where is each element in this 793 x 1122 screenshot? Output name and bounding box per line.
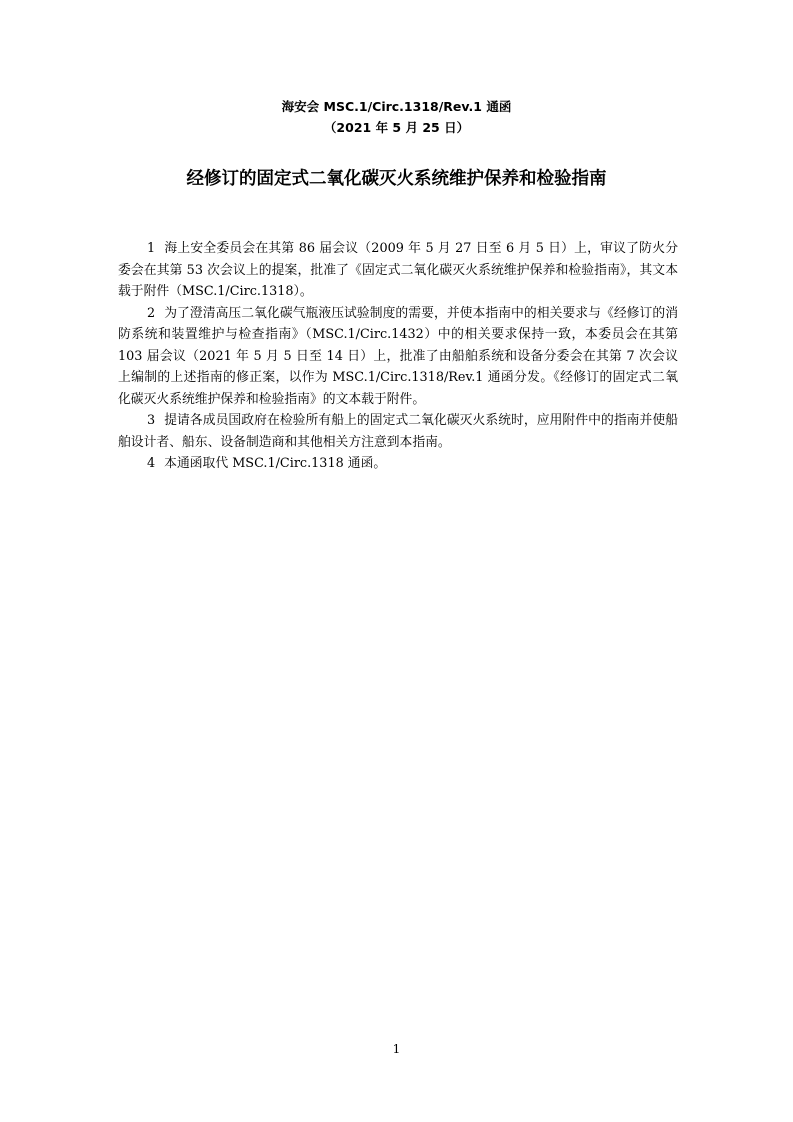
document-header [0, 96, 793, 138]
document-body [118, 238, 678, 475]
paragraph-number: 4 [147, 456, 156, 471]
paragraph-text: 提请各成员国政府在检验所有船上的固定式二氧化碳灭火系统时，应用附件中的指南并使船舶设计者、船东、设备制造商和其他相关方注意到本指南。 [118, 413, 678, 450]
circular-reference: 海安会 MSC.1/Circ.1318/Rev.1 通函 [281, 99, 512, 114]
paragraph-text: 海上安全委员会在其第 86 届会议（2009 年 5 月 27 日至 6 月 5 日）上，审议了防火分委会在其第 53 次会议上的提案，批准了《固定式二氧化碳灭火系统维护保养和检验指南》，其文本载于附件（MSC.1/Circ.1318）。 [118, 241, 678, 299]
paragraph-4 [118, 453, 678, 475]
paragraph-3 [118, 410, 678, 453]
paragraph-2 [118, 303, 678, 411]
paragraph-text: 本通函取代 MSC.1/Circ.1318 通函。 [164, 456, 387, 471]
paragraph-1 [118, 238, 678, 303]
paragraph-number: 2 [147, 305, 156, 321]
paragraph-text: 为了澄清高压二氧化碳气瓶液压试验制度的需要，并使本指南中的相关要求与《经修订的消防系统和装置维护与检查指南》（MSC.1/Circ.1432）中的相关要求保持一致，本委员会在其第 103 届会议（2021 年 5 月 5 日至 14 日）上，批准了由船舶系统和设备分委会在其第 7 次会议上编制的上述指南的修正案，以作为 MSC.1/Circ.1318/Rev.1 通函分发。《经修订的固定式二氧化碳灭火系统维护保养和检验指南》的文本载于附件。 [118, 305, 678, 407]
paragraph-number: 1 [147, 241, 156, 256]
paragraph-number: 3 [147, 413, 156, 428]
page-number: 1 [392, 1042, 401, 1056]
circular-date: （2021 年 5 月 25 日） [323, 120, 470, 135]
document-title: 经修订的固定式二氧化碳灭火系统维护保养和检验指南 [186, 169, 607, 189]
